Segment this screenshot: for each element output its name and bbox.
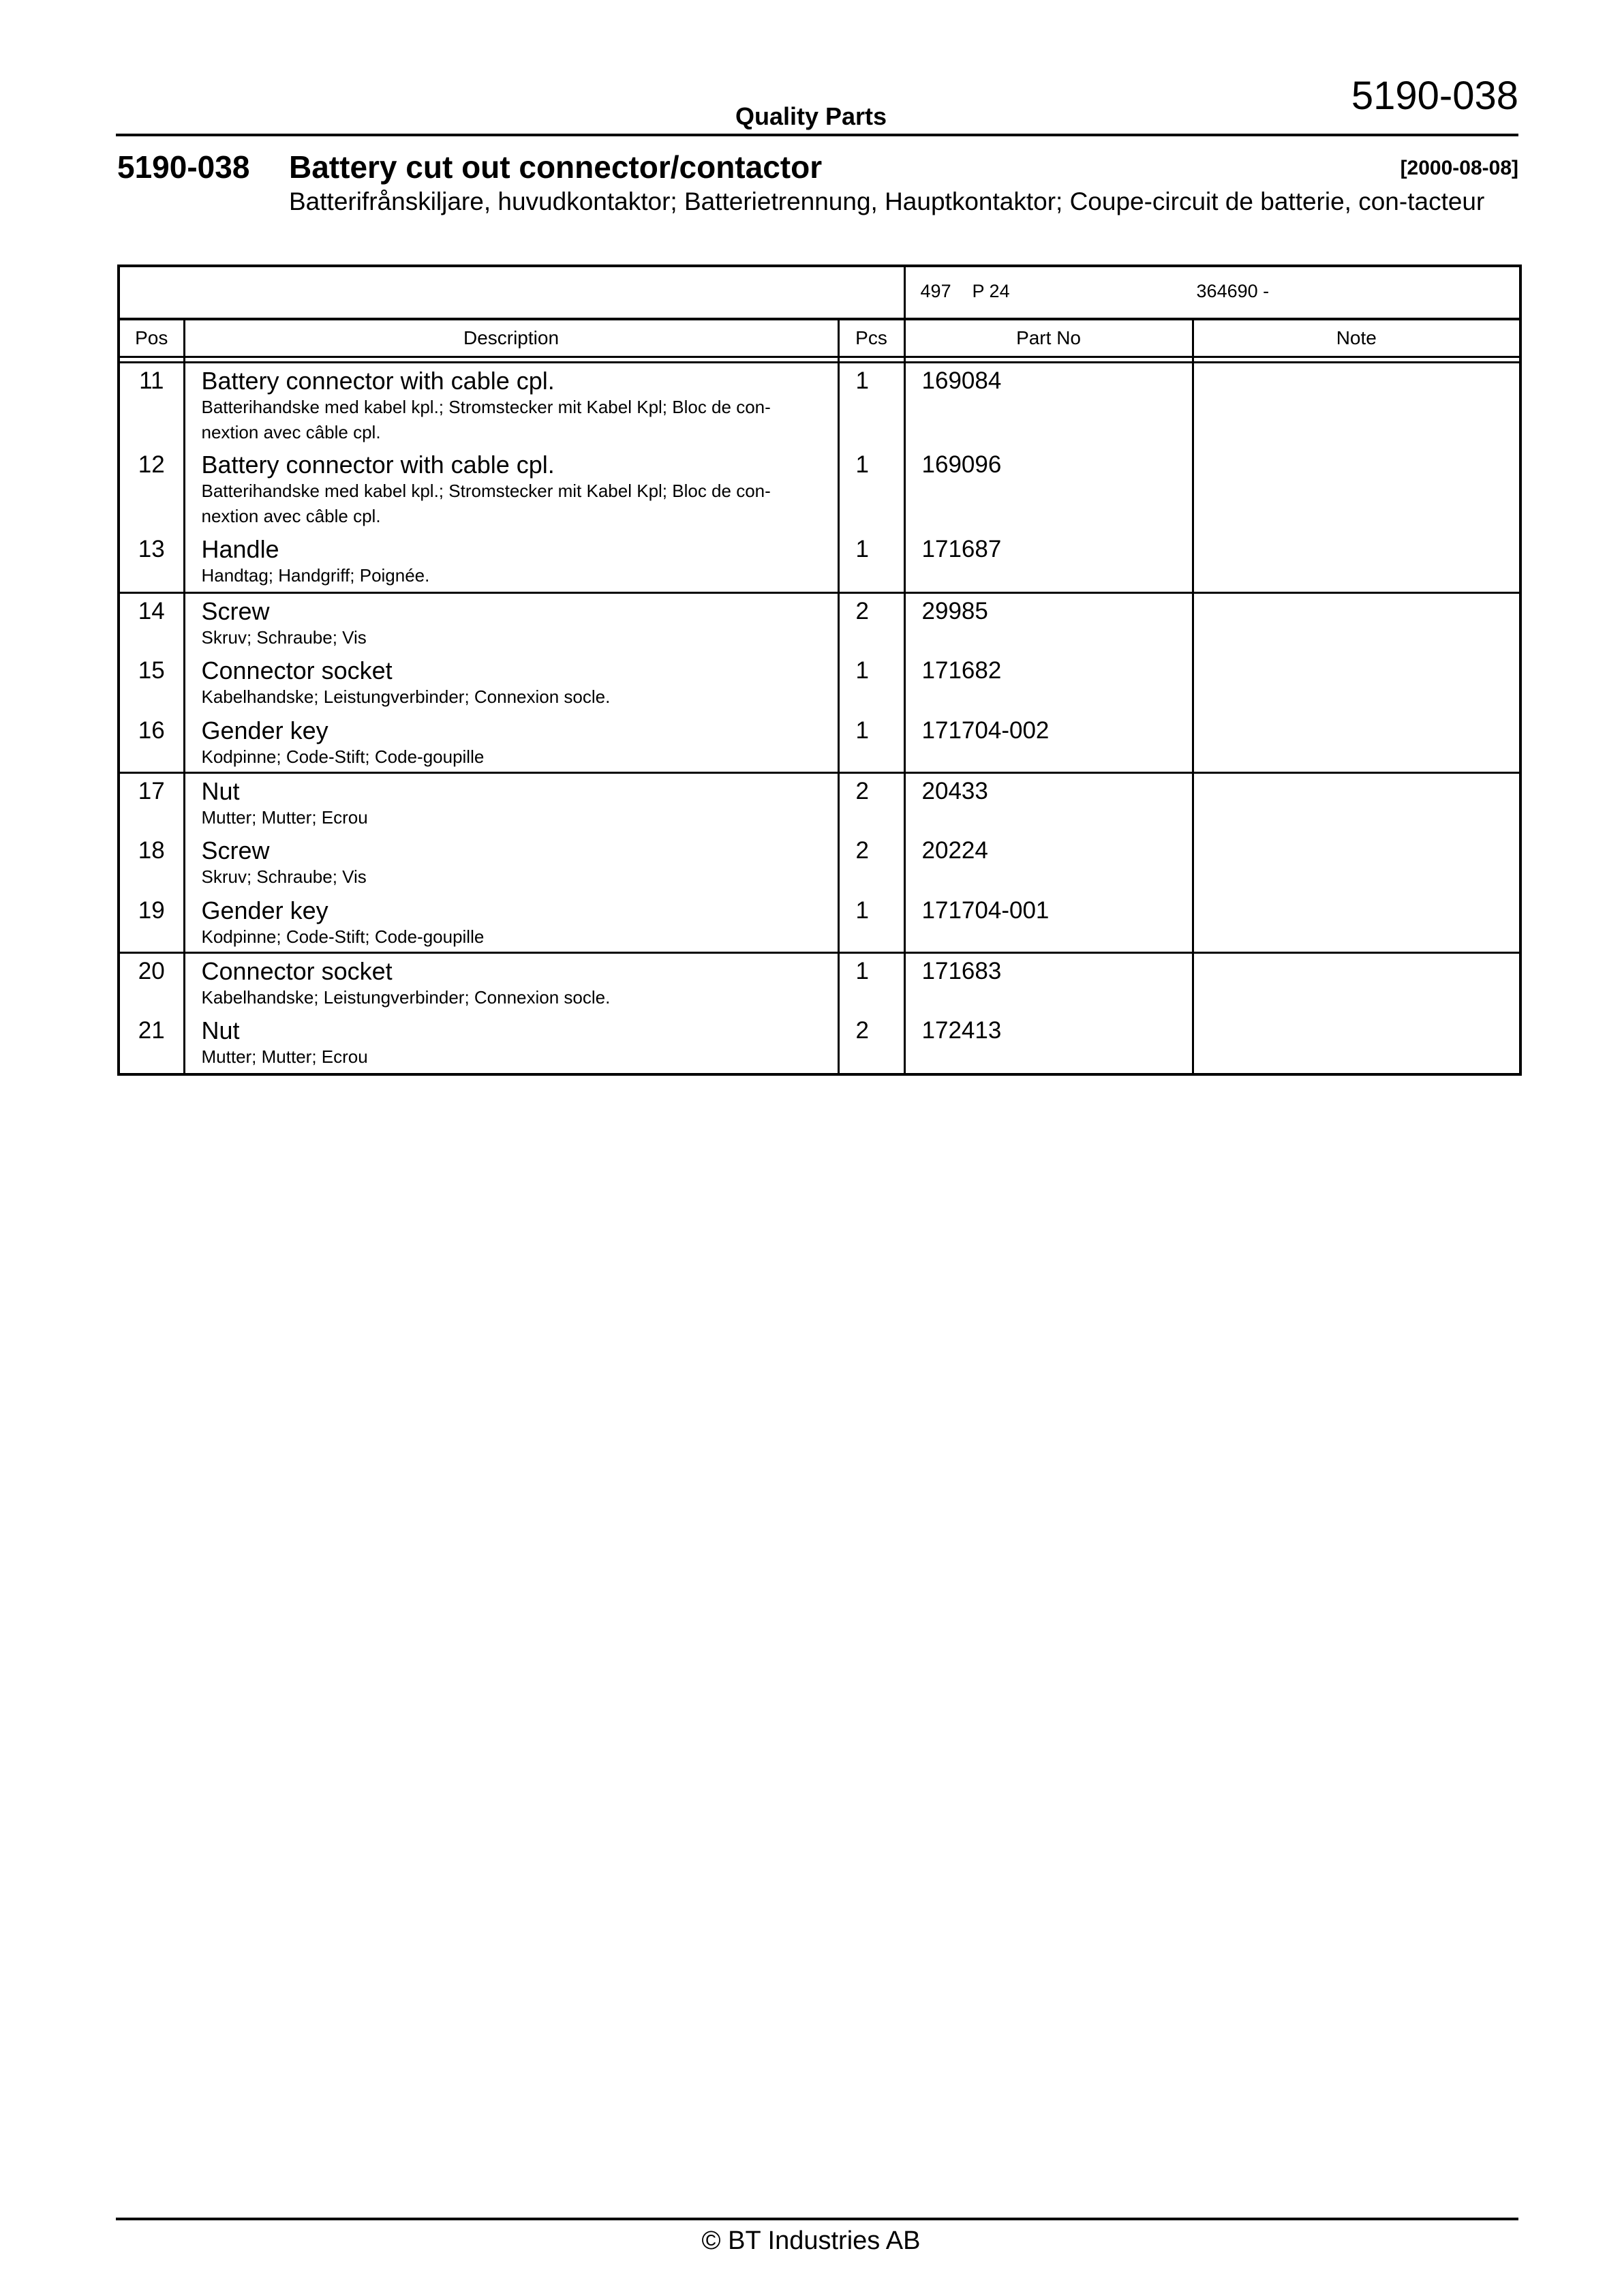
part-name: Battery connector with cable cpl. [201, 367, 555, 395]
info-row [119, 266, 1520, 319]
title-code: 5190-038 [117, 149, 250, 185]
table-row [119, 953, 1520, 1013]
info-page: P 24 [972, 281, 1010, 301]
table-row [119, 363, 1520, 447]
table-header [119, 319, 1520, 357]
part-name: Battery connector with cable cpl. [201, 450, 555, 479]
pos-cell: 13 [119, 532, 184, 593]
part-translation: Handtag; Handgriff; Poignée. [201, 564, 430, 586]
note-cell [1193, 1013, 1520, 1074]
pcs-cell: 2 [838, 773, 904, 833]
pos-cell: 14 [138, 598, 165, 624]
note-cell [1193, 653, 1520, 713]
document-number: 5190-038 [1351, 74, 1518, 118]
description-cell [184, 532, 838, 593]
table-row [119, 893, 1520, 953]
part-translation: Kabelhandske; Leistungverbinder; Connexion socle. [201, 987, 611, 1008]
pcs-cell: 2 [838, 833, 904, 893]
table-row [119, 773, 1520, 833]
part-no-cell: 171687 [904, 532, 1193, 593]
table-row [119, 713, 1520, 773]
note-cell [1193, 833, 1520, 893]
part-no-cell: 20433 [904, 773, 1193, 833]
info-cell [904, 266, 1520, 319]
footer-divider [116, 2218, 1518, 2220]
part-translation: Kodpinne; Code-Stift; Code-goupille [201, 746, 485, 767]
part-translation: Batterihandske med kabel kpl.; Stromstecker mit Kabel Kpl; Bloc de con-nextion avec câble cpl. [201, 397, 771, 442]
header-divider [116, 134, 1518, 136]
description-cell [184, 893, 838, 953]
pcs-cell: 1 [838, 532, 904, 593]
pcs-cell: 1 [838, 893, 904, 953]
part-no-cell: 171682 [904, 653, 1193, 713]
pos-cell: 18 [138, 836, 165, 864]
part-name: Handle [201, 534, 279, 563]
pos-cell: 11 [139, 367, 164, 394]
pos-cell: 16 [119, 713, 184, 773]
part-no-cell: 171704-002 [904, 713, 1193, 773]
title-translations: Batterifrånskiljare, huvudkontaktor; Batterietrennung, Hauptkontaktor; Coupe-circuit de batterie, con-tacteur [289, 187, 1485, 215]
part-translation: Skruv; Schraube; Vis [201, 866, 367, 887]
parts-table [117, 265, 1522, 1076]
pos-cell: 15 [138, 656, 165, 684]
pos-cell: 12 [138, 451, 165, 478]
part-no-cell: 169084 [904, 363, 1193, 447]
note-cell [1193, 363, 1520, 447]
description-cell [184, 713, 838, 773]
section-label: Quality Parts [735, 102, 887, 130]
part-name: Gender key [201, 896, 328, 924]
part-translation: Skruv; Schraube; Vis [201, 627, 367, 648]
note-cell [1193, 953, 1520, 1013]
part-no-cell: 171683 [904, 953, 1193, 1013]
part-name: Nut [201, 1016, 240, 1044]
page-title: Battery cut out connector/contactor [289, 149, 823, 185]
description-cell [184, 447, 838, 532]
part-name: Nut [201, 777, 240, 805]
description-cell [184, 773, 838, 833]
description-cell [184, 363, 838, 447]
part-no-cell: 171704-001 [904, 893, 1193, 953]
note-cell [1193, 713, 1520, 773]
pcs-cell: 1 [838, 953, 904, 1013]
description-cell [184, 1013, 838, 1074]
header-spacer [119, 357, 1520, 363]
table-row [119, 653, 1520, 713]
col-header-part-no: Part No [904, 319, 1193, 357]
table-row [119, 1013, 1520, 1074]
pos-cell: 17 [138, 778, 165, 804]
pcs-cell: 1 [838, 713, 904, 773]
copyright: © BT Industries AB [701, 2226, 921, 2255]
part-no-cell: 29985 [904, 593, 1193, 653]
note-cell [1193, 532, 1520, 593]
pcs-cell: 1 [838, 363, 904, 447]
part-translation: Kabelhandske; Leistungverbinder; Connexion socle. [201, 686, 611, 707]
description-cell [184, 833, 838, 893]
pos-cell: 21 [119, 1013, 184, 1074]
info-ref: 364690 - [1196, 281, 1270, 301]
pcs-cell: 2 [838, 1013, 904, 1074]
col-header-note: Note [1193, 319, 1520, 357]
pos-cell: 20 [138, 958, 165, 984]
pcs-cell: 2 [838, 593, 904, 653]
col-header-pos: Pos [119, 319, 184, 357]
description-cell [184, 593, 838, 653]
pos-cell: 19 [119, 893, 184, 953]
table-row [119, 447, 1520, 532]
table-row [119, 593, 1520, 653]
part-name: Connector socket [201, 957, 393, 985]
table-row [119, 532, 1520, 593]
table-row [119, 833, 1520, 893]
part-no-cell: 20224 [904, 833, 1193, 893]
pcs-cell: 1 [838, 653, 904, 713]
note-cell [1193, 593, 1520, 653]
info-qty: 497 [920, 281, 951, 301]
part-name: Gender key [201, 716, 328, 744]
part-no-cell: 169096 [904, 447, 1193, 532]
note-cell [1193, 893, 1520, 953]
col-header-pcs: Pcs [838, 319, 904, 357]
part-translation: Mutter; Mutter; Ecrou [201, 1046, 368, 1067]
note-cell [1193, 447, 1520, 532]
note-cell [1193, 773, 1520, 833]
part-translation: Mutter; Mutter; Ecrou [201, 807, 368, 828]
title-date: [2000-08-08] [1400, 157, 1518, 179]
pcs-cell: 1 [838, 447, 904, 532]
part-name: Screw [201, 836, 270, 864]
part-name: Screw [201, 597, 270, 625]
part-translation: Kodpinne; Code-Stift; Code-goupille [201, 926, 485, 947]
part-no-cell: 172413 [904, 1013, 1193, 1074]
description-cell [184, 953, 838, 1013]
part-name: Connector socket [201, 656, 393, 684]
col-header-description: Description [184, 319, 838, 357]
info-blank [119, 266, 904, 319]
description-cell [184, 653, 838, 713]
part-translation: Batterihandske med kabel kpl.; Stromstecker mit Kabel Kpl; Bloc de con-nextion avec câble cpl. [201, 480, 771, 526]
